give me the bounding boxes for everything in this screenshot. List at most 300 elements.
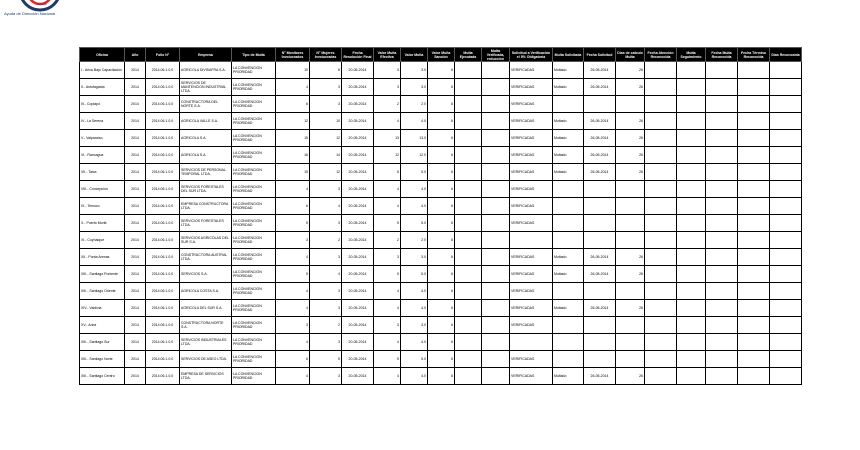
table-cell bbox=[738, 249, 770, 266]
table-cell: VERIFICADAS bbox=[510, 300, 553, 317]
table-cell: SERVICIOS S.A. bbox=[180, 266, 232, 283]
table-cell bbox=[738, 62, 770, 79]
table-cell bbox=[770, 79, 802, 96]
table-cell: X.- Puerto Montt bbox=[80, 215, 125, 232]
table-cell: CONSTRUCTORA AUSTRAL LTDA. bbox=[180, 249, 232, 266]
column-header: Multa Seguimiento bbox=[677, 48, 706, 62]
table-cell bbox=[706, 130, 738, 147]
table-cell: 4 bbox=[310, 266, 342, 283]
table-cell bbox=[616, 96, 645, 113]
table-cell bbox=[706, 232, 738, 249]
table-cell: 2014.06.1.0.0 bbox=[146, 62, 180, 79]
table-cell: VERIFICADAS bbox=[510, 164, 553, 181]
table-cell bbox=[455, 198, 482, 215]
table-cell: 2014.06.1.0.0 bbox=[146, 300, 180, 317]
table-cell: 3 bbox=[276, 317, 310, 334]
table-cell bbox=[455, 164, 482, 181]
table-cell: 12 bbox=[374, 147, 401, 164]
table-cell bbox=[770, 62, 802, 79]
table-cell bbox=[455, 300, 482, 317]
table-cell: 12 bbox=[276, 113, 310, 130]
table-cell bbox=[645, 368, 677, 385]
table-cell: 2014 bbox=[125, 334, 146, 351]
table-cell: 2014.06.1.0.0 bbox=[146, 215, 180, 232]
table-cell: 3.0 bbox=[401, 79, 428, 96]
table-row bbox=[80, 164, 802, 181]
table-cell bbox=[482, 147, 510, 164]
table-cell: VERIFICADAS bbox=[510, 113, 553, 130]
table-cell bbox=[645, 317, 677, 334]
table-cell bbox=[645, 96, 677, 113]
table-cell bbox=[482, 164, 510, 181]
table-cell: 4.0 bbox=[401, 368, 428, 385]
table-cell bbox=[770, 113, 802, 130]
table-row bbox=[80, 249, 802, 266]
table-cell: Multado bbox=[553, 368, 584, 385]
table-cell: 26 bbox=[616, 113, 645, 130]
table-cell: XIV.- Valdivia bbox=[80, 300, 125, 317]
column-header: Año bbox=[125, 48, 146, 62]
table-cell: 4 bbox=[374, 113, 401, 130]
table-cell bbox=[616, 198, 645, 215]
table-cell: 2014.06.1.0.0 bbox=[146, 351, 180, 368]
table-cell: AGRICOLA COSTA S.A. bbox=[180, 283, 232, 300]
logo-word: Trabajo bbox=[37, 2, 48, 6]
table-cell: 6 bbox=[428, 130, 455, 147]
table-cell: 5 bbox=[276, 266, 310, 283]
table-cell: 2014 bbox=[125, 130, 146, 147]
table-cell bbox=[738, 113, 770, 130]
table-cell bbox=[770, 215, 802, 232]
table-cell bbox=[553, 96, 584, 113]
table-cell bbox=[482, 181, 510, 198]
table-cell bbox=[645, 79, 677, 96]
table-cell bbox=[738, 147, 770, 164]
table-cell: 20-05-2014 bbox=[342, 317, 374, 334]
table-cell: 2014.06.1.0.0 bbox=[146, 198, 180, 215]
table-cell bbox=[677, 79, 706, 96]
table-cell: 4.0 bbox=[401, 300, 428, 317]
table-cell bbox=[645, 215, 677, 232]
table-cell: 6 bbox=[428, 215, 455, 232]
table-cell bbox=[677, 368, 706, 385]
table-cell bbox=[677, 334, 706, 351]
table-cell: LA CONVENCION PRIORIDAD bbox=[232, 79, 276, 96]
table-cell bbox=[738, 198, 770, 215]
table-cell: 2014 bbox=[125, 198, 146, 215]
table-cell: 3 bbox=[310, 300, 342, 317]
table-cell bbox=[455, 317, 482, 334]
table-cell: VI.- Rancagua bbox=[80, 147, 125, 164]
table-cell: 20-05-2014 bbox=[342, 351, 374, 368]
table-cell: VERIFICADAS bbox=[510, 96, 553, 113]
table-cell: V.- Valparaíso bbox=[80, 130, 125, 147]
table-cell: LA CONVENCION PRIORIDAD bbox=[232, 351, 276, 368]
table-cell: 20-05-2014 bbox=[342, 96, 374, 113]
table-cell: 2014.06.1.0.0 bbox=[146, 79, 180, 96]
table-cell bbox=[584, 334, 616, 351]
table-cell bbox=[553, 334, 584, 351]
table-cell: 20-05-2014 bbox=[342, 249, 374, 266]
table-row bbox=[80, 198, 802, 215]
table-cell: XI.- Coyhaique bbox=[80, 232, 125, 249]
table-cell bbox=[616, 215, 645, 232]
table-cell: 4 bbox=[276, 283, 310, 300]
table-cell bbox=[677, 113, 706, 130]
table-cell bbox=[738, 266, 770, 283]
table-cell bbox=[455, 249, 482, 266]
table-cell: EMPRESA CONSTRUCTORA LTDA. bbox=[180, 198, 232, 215]
table-cell: VERIFICADAS bbox=[510, 266, 553, 283]
table-cell bbox=[706, 181, 738, 198]
table-cell: 2.0 bbox=[401, 96, 428, 113]
table-cell bbox=[584, 232, 616, 249]
table-cell: AGRICOLA DIVISAFRA S.A. bbox=[180, 62, 232, 79]
table-cell: 26 bbox=[616, 300, 645, 317]
table-cell: 26-05-2014 bbox=[584, 266, 616, 283]
table-cell bbox=[677, 300, 706, 317]
table-cell bbox=[584, 181, 616, 198]
table-cell: 10 bbox=[276, 62, 310, 79]
table-cell: 3 bbox=[310, 215, 342, 232]
table-cell bbox=[738, 181, 770, 198]
table-cell: 15 bbox=[276, 164, 310, 181]
table-cell: 4 bbox=[374, 283, 401, 300]
table-cell: 4 bbox=[374, 181, 401, 198]
table-cell: 20-05-2014 bbox=[342, 215, 374, 232]
table-cell bbox=[770, 300, 802, 317]
table-cell: 3 bbox=[310, 368, 342, 385]
table-cell: 16 bbox=[276, 147, 310, 164]
table-cell bbox=[482, 368, 510, 385]
table-cell: 20-05-2014 bbox=[342, 62, 374, 79]
table-cell bbox=[553, 181, 584, 198]
table-cell: 4 bbox=[374, 368, 401, 385]
table-cell: Multado bbox=[553, 249, 584, 266]
table-cell: VERIFICADAS bbox=[510, 368, 553, 385]
table-cell bbox=[482, 249, 510, 266]
table-cell: VERIFICADAS bbox=[510, 283, 553, 300]
table-cell: VERIFICADAS bbox=[510, 351, 553, 368]
table-cell bbox=[482, 266, 510, 283]
table-cell: AGRICOLA DEL SUR S.A. bbox=[180, 300, 232, 317]
table-cell: XIII.- Santiago Poniente bbox=[80, 266, 125, 283]
table-cell: 2014 bbox=[125, 300, 146, 317]
table-cell bbox=[553, 317, 584, 334]
table-cell: 4 bbox=[374, 198, 401, 215]
table-cell: 15 bbox=[276, 130, 310, 147]
table-cell: 2 bbox=[310, 317, 342, 334]
table-cell bbox=[455, 266, 482, 283]
table-cell bbox=[482, 317, 510, 334]
table-cell: 2014 bbox=[125, 164, 146, 181]
table-cell bbox=[706, 62, 738, 79]
column-header: Valor Multa bbox=[401, 48, 428, 62]
table-cell: SERVICIOS FORESTALES DEL SUR LTDA. bbox=[180, 181, 232, 198]
table-cell: 6 bbox=[428, 232, 455, 249]
table-row bbox=[80, 266, 802, 283]
table-cell: 3 bbox=[310, 96, 342, 113]
table-cell bbox=[645, 181, 677, 198]
table-cell: 6 bbox=[276, 351, 310, 368]
table-cell: 20-05-2014 bbox=[342, 79, 374, 96]
table-cell bbox=[706, 317, 738, 334]
table-cell bbox=[738, 232, 770, 249]
table-cell bbox=[455, 130, 482, 147]
table-cell bbox=[738, 164, 770, 181]
table-cell: 2014 bbox=[125, 113, 146, 130]
table-cell bbox=[482, 62, 510, 79]
table-cell bbox=[770, 181, 802, 198]
table-cell: III.- Copiapó bbox=[80, 96, 125, 113]
table-cell: 26-05-2014 bbox=[584, 147, 616, 164]
table-cell: 6 bbox=[428, 300, 455, 317]
table-cell: SERVICIOS FORESTALES LTDA. bbox=[180, 215, 232, 232]
table-cell: 6 bbox=[428, 266, 455, 283]
table-row bbox=[80, 215, 802, 232]
table-cell: 26-05-2014 bbox=[584, 79, 616, 96]
table-cell: Multado bbox=[553, 266, 584, 283]
table-cell: 3 bbox=[310, 283, 342, 300]
table-cell: VIII.- Concepción bbox=[80, 181, 125, 198]
table-cell bbox=[455, 334, 482, 351]
table-cell bbox=[677, 181, 706, 198]
table-row bbox=[80, 368, 802, 385]
table-cell bbox=[584, 198, 616, 215]
table-cell: 2014.06.1.0.0 bbox=[146, 232, 180, 249]
table-cell: LA CONVENCION PRIORIDAD bbox=[232, 181, 276, 198]
table-cell bbox=[677, 147, 706, 164]
table-cell bbox=[510, 334, 553, 351]
table-cell bbox=[706, 96, 738, 113]
table-cell: 6 bbox=[428, 164, 455, 181]
column-header: Fecha Multa Reconocida bbox=[706, 48, 738, 62]
table-cell bbox=[645, 283, 677, 300]
table-row bbox=[80, 317, 802, 334]
table-cell: 2014 bbox=[125, 181, 146, 198]
table-cell: 4 bbox=[374, 300, 401, 317]
table-cell bbox=[706, 79, 738, 96]
table-cell: 13 bbox=[374, 130, 401, 147]
table-cell bbox=[482, 96, 510, 113]
table-cell bbox=[738, 300, 770, 317]
table-cell bbox=[455, 62, 482, 79]
table-cell: 14 bbox=[310, 147, 342, 164]
table-cell: 6 bbox=[428, 198, 455, 215]
table-cell: 2014 bbox=[125, 232, 146, 249]
table-cell: XIII.- Santiago Norte bbox=[80, 351, 125, 368]
table-row bbox=[80, 113, 802, 130]
table-cell: 5.0 bbox=[401, 266, 428, 283]
table-cell: 2014 bbox=[125, 147, 146, 164]
table-cell: SERVICIOS DE PERSONAL TEMPORAL LTDA. bbox=[180, 164, 232, 181]
table-cell: LA CONVENCION PRIORIDAD bbox=[232, 283, 276, 300]
table-row bbox=[80, 334, 802, 351]
table-cell: 26 bbox=[616, 130, 645, 147]
table-cell: LA CONVENCION PRIORIDAD bbox=[232, 317, 276, 334]
table-cell: 6 bbox=[428, 147, 455, 164]
table-cell bbox=[677, 249, 706, 266]
table-cell: 20-05-2014 bbox=[342, 266, 374, 283]
table-cell: 6 bbox=[428, 79, 455, 96]
table-cell bbox=[706, 215, 738, 232]
column-header: Fecha Atención Reconocida bbox=[645, 48, 677, 62]
table-cell: 4 bbox=[276, 300, 310, 317]
table-cell bbox=[770, 368, 802, 385]
column-header: Valor Multa Sanción bbox=[428, 48, 455, 62]
table-cell bbox=[677, 62, 706, 79]
table-cell: AGRICOLA VALLE S.A. bbox=[180, 113, 232, 130]
table-cell: LA CONVENCION PRIORIDAD bbox=[232, 368, 276, 385]
table-cell: LA CONVENCION PRIORIDAD bbox=[232, 147, 276, 164]
table-cell bbox=[482, 130, 510, 147]
table-cell: LA CONVENCION PRIORIDAD bbox=[232, 249, 276, 266]
column-header: Valor Multa Efectiva bbox=[374, 48, 401, 62]
table-cell bbox=[553, 351, 584, 368]
table-cell bbox=[584, 215, 616, 232]
table-cell: 4 bbox=[310, 198, 342, 215]
table-cell: SERVICIOS DE ASEO LTDA. bbox=[180, 351, 232, 368]
table-cell: 3 bbox=[310, 79, 342, 96]
table-row bbox=[80, 130, 802, 147]
table-cell: LA CONVENCION PRIORIDAD bbox=[232, 300, 276, 317]
table-cell: 2014 bbox=[125, 79, 146, 96]
column-header: N° Mujeres Involucradas bbox=[310, 48, 342, 62]
table-cell bbox=[645, 232, 677, 249]
table-cell bbox=[482, 113, 510, 130]
table-cell bbox=[584, 96, 616, 113]
table-cell bbox=[553, 232, 584, 249]
table-cell: LA CONVENCION PRIORIDAD bbox=[232, 215, 276, 232]
table-cell bbox=[455, 215, 482, 232]
table-cell: XIII.- Santiago Centro bbox=[80, 368, 125, 385]
column-header: Tipo de Multa bbox=[232, 48, 276, 62]
table-cell bbox=[482, 198, 510, 215]
table-cell bbox=[706, 334, 738, 351]
table-cell bbox=[738, 96, 770, 113]
table-cell: 26-05-2014 bbox=[584, 300, 616, 317]
table-cell bbox=[770, 334, 802, 351]
column-header: Días de calculo Multa bbox=[616, 48, 645, 62]
table-cell bbox=[510, 232, 553, 249]
table-cell: SERVICIOS DE MANTENCION INDUSTRIAL LTDA. bbox=[180, 79, 232, 96]
table-cell: 6 bbox=[428, 113, 455, 130]
table-row bbox=[80, 62, 802, 79]
table-cell bbox=[455, 283, 482, 300]
table-cell: 12 bbox=[310, 164, 342, 181]
table-cell: 5 bbox=[374, 351, 401, 368]
table-cell: 26-05-2014 bbox=[584, 113, 616, 130]
table-cell: 2 bbox=[310, 232, 342, 249]
table-row bbox=[80, 232, 802, 249]
table-cell: 5.0 bbox=[401, 164, 428, 181]
table-cell: 2.0 bbox=[401, 232, 428, 249]
table-cell bbox=[455, 368, 482, 385]
table-cell: 26 bbox=[616, 62, 645, 79]
table-cell: XII.- Punta Arenas bbox=[80, 249, 125, 266]
table-cell bbox=[645, 198, 677, 215]
table-cell bbox=[770, 351, 802, 368]
table-cell: 20-05-2014 bbox=[342, 232, 374, 249]
table-cell: 2014.06.1.0.0 bbox=[146, 334, 180, 351]
table-cell bbox=[645, 147, 677, 164]
table-cell bbox=[770, 198, 802, 215]
table-cell: 6 bbox=[428, 249, 455, 266]
table-cell: XIII.- Santiago Oriente bbox=[80, 283, 125, 300]
table-cell bbox=[645, 62, 677, 79]
table-cell bbox=[706, 351, 738, 368]
table-cell: SERVICIOS AGRICOLAS DEL SUR S.A. bbox=[180, 232, 232, 249]
table-cell bbox=[455, 181, 482, 198]
table-cell bbox=[677, 164, 706, 181]
table-cell: LA CONVENCION PRIORIDAD bbox=[232, 130, 276, 147]
table-cell bbox=[706, 147, 738, 164]
table-row bbox=[80, 79, 802, 96]
table-cell: 12.0 bbox=[401, 147, 428, 164]
table-cell: 5 bbox=[374, 164, 401, 181]
table-cell bbox=[706, 198, 738, 215]
table-cell: 20-05-2014 bbox=[342, 300, 374, 317]
table-cell bbox=[738, 368, 770, 385]
table-cell bbox=[738, 334, 770, 351]
table-cell bbox=[584, 283, 616, 300]
table-cell: 3 bbox=[310, 334, 342, 351]
table-cell: 2014.06.1.0.0 bbox=[146, 181, 180, 198]
table-body bbox=[80, 62, 802, 385]
table-cell bbox=[677, 198, 706, 215]
table-cell: VII.- Talca bbox=[80, 164, 125, 181]
table-row bbox=[80, 96, 802, 113]
table-cell: LA CONVENCION PRIORIDAD bbox=[232, 266, 276, 283]
table-cell: 4 bbox=[276, 249, 310, 266]
table-cell bbox=[645, 164, 677, 181]
table-cell: 6 bbox=[428, 283, 455, 300]
column-header: Fecha Resolución Final bbox=[342, 48, 374, 62]
table-cell bbox=[738, 79, 770, 96]
logo-caption: Ayuda de Dirección Nacional bbox=[4, 11, 56, 16]
fines-table bbox=[79, 47, 802, 385]
table-cell: 6 bbox=[428, 368, 455, 385]
table-cell: Multado bbox=[553, 164, 584, 181]
table-cell: 13.0 bbox=[401, 130, 428, 147]
table-cell: 5 bbox=[374, 266, 401, 283]
table-cell: 26 bbox=[616, 147, 645, 164]
table-cell: 20-05-2014 bbox=[342, 147, 374, 164]
table-cell bbox=[553, 283, 584, 300]
table-cell bbox=[455, 232, 482, 249]
table-header-row bbox=[80, 48, 802, 62]
table-cell: 2014 bbox=[125, 368, 146, 385]
table-cell bbox=[770, 317, 802, 334]
column-header: Fecha Solicitud bbox=[584, 48, 616, 62]
table-cell: Multado bbox=[553, 300, 584, 317]
table-cell bbox=[738, 351, 770, 368]
table-cell: 5.0 bbox=[401, 215, 428, 232]
table-cell: 3 bbox=[276, 232, 310, 249]
table-cell bbox=[584, 317, 616, 334]
table-cell bbox=[616, 232, 645, 249]
table-cell: 3 bbox=[374, 62, 401, 79]
table-cell bbox=[616, 283, 645, 300]
column-header: Empresa bbox=[180, 48, 232, 62]
table-cell: Multado bbox=[553, 79, 584, 96]
table-cell bbox=[553, 198, 584, 215]
table-cell bbox=[482, 232, 510, 249]
table-cell bbox=[482, 334, 510, 351]
table-cell: 2014.06.1.0.0 bbox=[146, 249, 180, 266]
table-cell: 4 bbox=[276, 334, 310, 351]
table-cell bbox=[677, 215, 706, 232]
